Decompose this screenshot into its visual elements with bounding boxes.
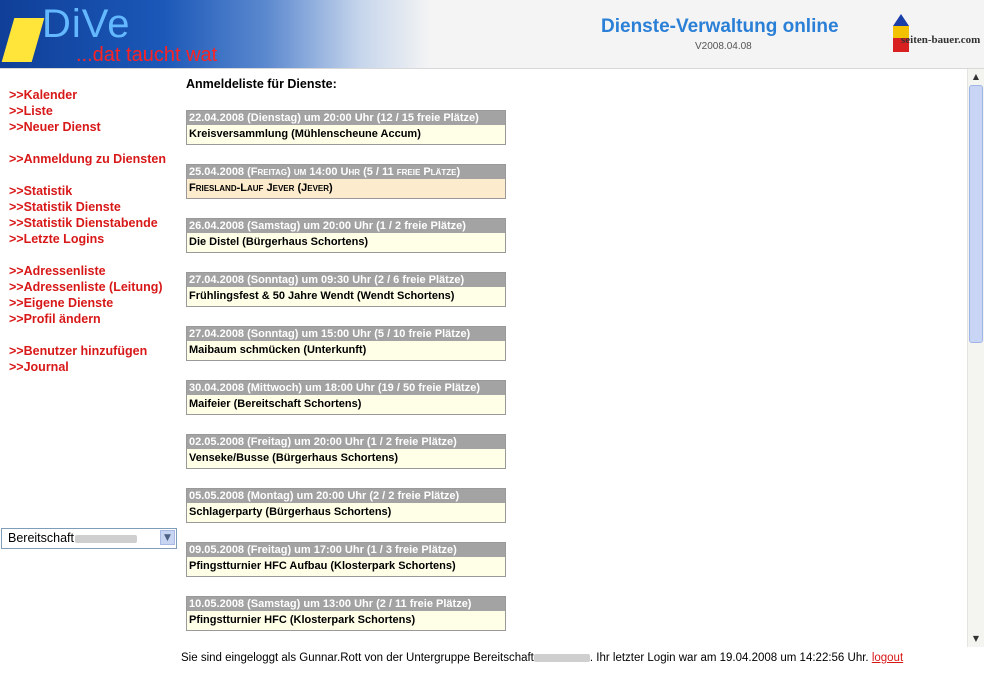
nav-adressenliste[interactable]: >>Adressenliste [9, 264, 106, 278]
nav-adressenliste-leitung[interactable]: >>Adressenliste (Leitung) [9, 280, 163, 294]
nav-statistik-dienstabende[interactable]: >>Statistik Dienstabende [9, 216, 158, 230]
service-entry-header: 27.04.2008 (Sonntag) um 09:30 Uhr (2 / 6 freie Plätze) [187, 273, 505, 287]
app-header [0, 0, 984, 69]
service-entry-title[interactable]: Schlagerparty (Bürgerhaus Schortens) [187, 503, 505, 522]
nav-benutzer-hinzufuegen[interactable]: >>Benutzer hinzufügen [9, 344, 148, 358]
nav-anmeldung[interactable]: >>Anmeldung zu Diensten [9, 152, 166, 166]
vertical-scrollbar[interactable] [967, 69, 984, 647]
main-content [180, 69, 967, 647]
service-entry-title[interactable]: Maibaum schmücken (Unterkunft) [187, 341, 505, 360]
service-entry-header: 09.05.2008 (Freitag) um 17:00 Uhr (1 / 3 freie Plätze) [187, 543, 505, 557]
service-entry-title[interactable]: Kreisversammlung (Mühlenscheune Accum) [187, 125, 505, 144]
nav-gap [9, 167, 166, 183]
nav-journal[interactable]: >>Journal [9, 360, 69, 374]
service-entry-title[interactable]: Friesland-Lauf Jever (Jever) [187, 179, 505, 198]
app-title: Dienste-Verwaltung online [601, 16, 839, 37]
service-entry-header: 22.04.2008 (Dienstag) um 20:00 Uhr (12 / 15 freie Plätze) [187, 111, 505, 125]
nav-profil-aendern[interactable]: >>Profil ändern [9, 312, 101, 326]
logo-yellow-shape [2, 18, 45, 62]
nav-letzte-logins[interactable]: >>Letzte Logins [9, 232, 105, 246]
sidebar-nav [9, 87, 166, 375]
service-entry-title[interactable]: Maifeier (Bereitschaft Schortens) [187, 395, 505, 414]
service-entry-header: 02.05.2008 (Freitag) um 20:00 Uhr (1 / 2 freie Plätze) [187, 435, 505, 449]
group-select-value [8, 531, 137, 545]
service-entry-header: 10.05.2008 (Samstag) um 13:00 Uhr (2 / 11 freie Plätze) [187, 597, 505, 611]
service-entry[interactable] [186, 488, 506, 523]
service-entry[interactable] [186, 596, 506, 631]
service-entry[interactable] [186, 272, 506, 307]
nav-gap [9, 327, 166, 343]
group-select-text: Bereitschaft [8, 531, 75, 545]
brand-text: seiten-bauer.com [901, 34, 981, 46]
scroll-down-icon[interactable]: ▼ [972, 634, 980, 643]
service-entry[interactable] [186, 164, 506, 199]
service-entry-title[interactable]: Venseke/Busse (Bürgerhaus Schortens) [187, 449, 505, 468]
logout-link[interactable]: logout [871, 652, 904, 664]
nav-statistik-dienste[interactable]: >>Statistik Dienste [9, 200, 121, 214]
nav-liste[interactable]: >>Liste [9, 104, 53, 118]
nav-gap [9, 135, 166, 151]
login-status [181, 652, 903, 664]
service-entry-title[interactable]: Die Distel (Bürgerhaus Schortens) [187, 233, 505, 252]
service-entry[interactable] [186, 542, 506, 577]
service-entry-title[interactable]: Pfingstturnier HFC (Klosterpark Schortens) [187, 611, 505, 630]
nav-gap [9, 247, 166, 263]
service-entry-title[interactable]: Pfingstturnier HFC Aufbau (Klosterpark Schortens) [187, 557, 505, 576]
service-entry[interactable] [186, 218, 506, 253]
redacted-text [534, 654, 590, 662]
dive-logo [0, 0, 430, 68]
service-entry-header: 30.04.2008 (Mittwoch) um 18:00 Uhr (19 / 50 freie Plätze) [187, 381, 505, 395]
service-entry[interactable] [186, 110, 506, 145]
page-title: Anmeldeliste für Dienste: [186, 77, 337, 91]
scroll-thumb[interactable] [969, 85, 983, 343]
service-entry[interactable] [186, 326, 506, 361]
nav-statistik[interactable]: >>Statistik [9, 184, 73, 198]
service-entry-title[interactable]: Frühlingsfest & 50 Jahre Wendt (Wendt Schortens) [187, 287, 505, 306]
service-entry-header: 05.05.2008 (Montag) um 20:00 Uhr (2 / 2 freie Plätze) [187, 489, 505, 503]
service-entry[interactable] [186, 380, 506, 415]
group-select[interactable] [1, 528, 177, 549]
logo-title: DiVe [42, 2, 131, 46]
chevron-down-icon[interactable]: ▼ [160, 530, 175, 545]
nav-neuer-dienst[interactable]: >>Neuer Dienst [9, 120, 101, 134]
nav-kalender[interactable]: >>Kalender [9, 88, 78, 102]
service-entry-header: 26.04.2008 (Samstag) um 20:00 Uhr (1 / 2 freie Plätze) [187, 219, 505, 233]
login-status-last-login: . Ihr letzter Login war am 19.04.2008 um 14:22:56 Uhr. [589, 652, 869, 664]
service-entry-header: 27.04.2008 (Sonntag) um 15:00 Uhr (5 / 10 freie Plätze) [187, 327, 505, 341]
app-version: V2008.04.08 [695, 41, 752, 52]
sidebar [0, 69, 178, 675]
nav-eigene-dienste[interactable]: >>Eigene Dienste [9, 296, 114, 310]
brand-logo [891, 14, 983, 56]
service-entry-header: 25.04.2008 (Freitag) um 14:00 Uhr (5 / 11 freie Plätze) [187, 165, 505, 179]
service-entry[interactable] [186, 434, 506, 469]
brand-cube-icon [893, 14, 909, 26]
login-status-text: Sie sind eingeloggt als Gunnar.Rott von der Untergruppe Bereitschaft [181, 652, 534, 664]
scroll-up-icon[interactable]: ▲ [972, 72, 980, 81]
logo-subtitle: ...dat taucht wat [76, 44, 218, 66]
redacted-text [75, 535, 137, 543]
